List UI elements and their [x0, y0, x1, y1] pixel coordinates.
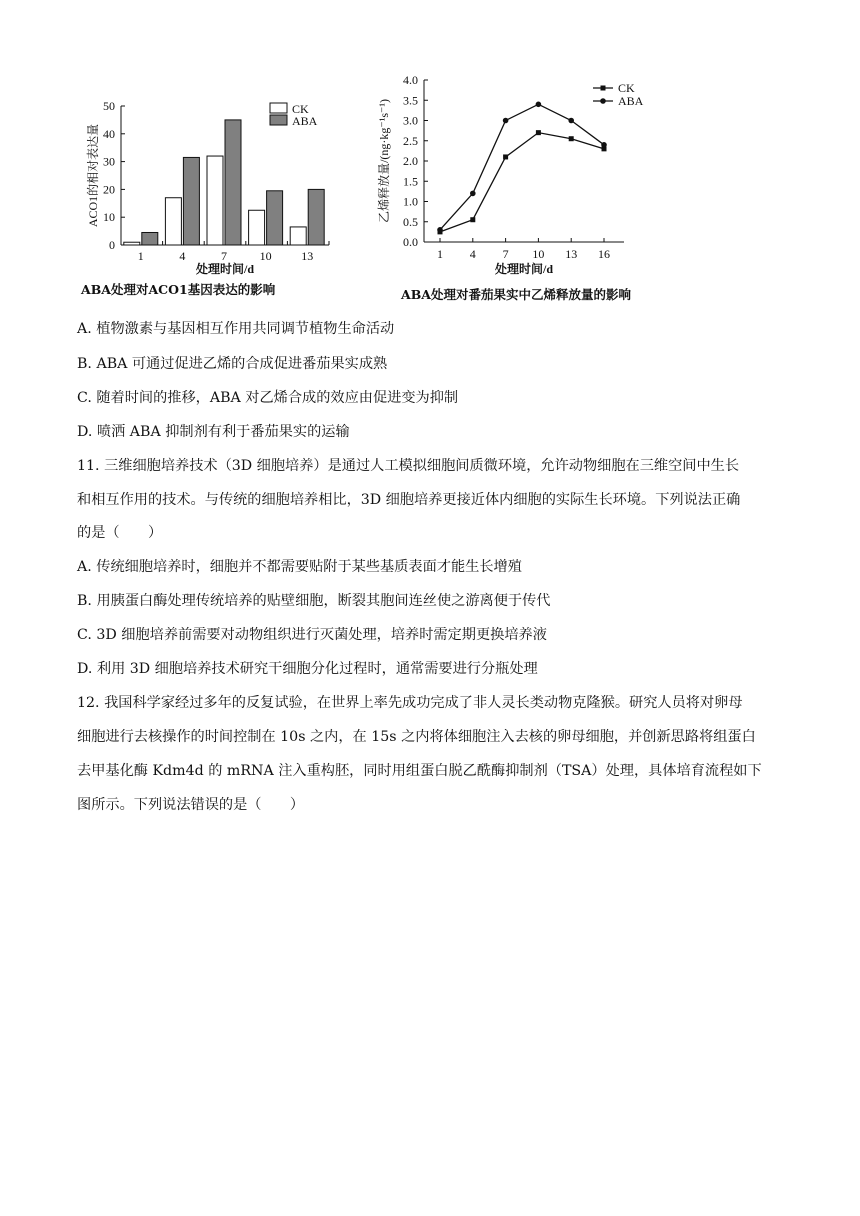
bar-y-axis-label: ACO1的相对表达量: [86, 123, 100, 228]
bar-aba-4: [183, 157, 199, 245]
point-aba-16: [601, 142, 607, 148]
legend-marker-ck: [601, 86, 606, 91]
point-ck-7: [503, 154, 508, 159]
line-y-tick-label: 0.0: [403, 235, 418, 249]
bar-x-tick-label: 13: [301, 249, 314, 263]
bar-x-tick-label: 1: [137, 249, 144, 263]
bar-y-tick-label: 0: [109, 238, 115, 252]
line-y-tick-label: 3.0: [403, 113, 418, 128]
q11-stem-line-2: 和相互作用的技术。与传统的细胞培养相比，3D 细胞培养更接近体内细胞的实际生长环境。下列说法正确: [77, 492, 741, 508]
bar-aba-10: [267, 191, 283, 245]
point-ck-10: [536, 130, 541, 135]
bar-y-tick-label: 10: [103, 210, 115, 225]
bar-ck-13: [290, 227, 306, 245]
bar-ck-7: [207, 156, 223, 245]
line-x-tick-label: 10: [532, 247, 545, 261]
bar-y-tick-label: 20: [103, 182, 115, 197]
point-aba-13: [568, 118, 574, 124]
bar-y-tick-label: 40: [103, 126, 115, 141]
line-y-tick-label: 4.0: [403, 73, 418, 87]
q12-stem-line-3: 去甲基化酶 Kdm4d 的 mRNA 注入重构胚，同时用组蛋白脱乙酰酶抑制剂（TSA）处理，具体培育流程如下: [77, 763, 762, 779]
line-x-tick-label: 16: [598, 247, 610, 261]
bar-x-tick-label: 7: [221, 249, 227, 263]
bar-aba-1: [142, 232, 158, 245]
line-x-tick-label: 13: [565, 247, 578, 261]
aco1-bar-chart-svg: [70, 98, 350, 276]
point-ck-13: [569, 136, 574, 141]
line-x-tick-label: 7: [502, 247, 509, 261]
q12-stem-line-4: 图所示。下列说法错误的是（ ）: [77, 797, 305, 813]
bar-aba-13: [308, 189, 324, 245]
series-line-ck: [440, 133, 604, 232]
bar-chart-caption: ABA处理对ACO1基因表达的影响: [81, 282, 276, 297]
bar-y-tick-label: 30: [103, 154, 115, 169]
line-x-axis-label: 处理时间/d: [494, 262, 554, 276]
legend-label-aba: ABA: [292, 114, 318, 128]
bar-aba-7: [225, 120, 241, 245]
bar-ck-10: [249, 210, 265, 245]
line-chart-caption: ABA处理对番茄果实中乙烯释放量的影响: [401, 287, 631, 302]
q12-stem-line-1: 12. 我国科学家经过多年的反复试验，在世界上率先成功完成了非人灵长类动物克隆猴。研究人员将对卵母: [77, 695, 743, 711]
line-x-tick-label: 1: [437, 247, 443, 261]
point-aba-1: [437, 227, 443, 233]
q11-option-d: D. 利用 3D 细胞培养技术研究干细胞分化过程时，通常需要进行分瓶处理: [77, 661, 538, 677]
bar-y-tick-label: 50: [103, 99, 115, 113]
line-y-tick-label: 1.0: [403, 194, 418, 209]
legend-swatch-aba: [270, 115, 287, 125]
legend-label-aba: ABA: [618, 94, 644, 108]
point-ck-4: [470, 217, 475, 222]
ethylene-line-chart: [375, 72, 665, 284]
q11-option-c: C. 3D 细胞培养前需要对动物组织进行灭菌处理，培养时需定期更换培养液: [77, 627, 547, 643]
line-y-tick-label: 1.5: [403, 174, 418, 189]
line-y-tick-label: 2.5: [403, 133, 418, 148]
line-x-tick-label: 4: [469, 247, 476, 261]
bar-x-tick-label: 10: [259, 249, 272, 263]
q10-option-a: A. 植物激素与基因相互作用共同调节植物生命活动: [77, 321, 395, 337]
bar-x-tick-label: 4: [179, 249, 186, 263]
q11-stem-line-3: 的是（ ）: [77, 525, 163, 541]
series-line-aba: [440, 104, 604, 230]
bar-ck-4: [165, 198, 181, 245]
aco1-bar-chart: [70, 98, 350, 276]
bar-x-axis-label: 处理时间/d: [195, 262, 255, 276]
line-y-tick-label: 3.5: [403, 93, 418, 108]
line-y-tick-label: 0.5: [403, 214, 418, 229]
line-y-tick-label: 2.0: [403, 154, 418, 168]
point-aba-7: [503, 118, 509, 124]
legend-marker-aba: [600, 98, 606, 104]
q12-stem-line-2: 细胞进行去核操作的时间控制在 10s 之内，在 15s 之内将体细胞注入去核的卵母细胞，并创新思路将组蛋白: [77, 729, 756, 745]
bar-ck-1: [124, 242, 140, 245]
q11-stem-line-1: 11. 三维细胞培养技术（3D 细胞培养）是通过人工模拟细胞间质微环境，允许动物细胞在三维空间中生长: [77, 458, 740, 474]
point-aba-4: [470, 191, 476, 197]
line-y-axis-label: 乙烯释放量/(ng·kg⁻¹s⁻¹): [377, 99, 391, 223]
legend-label-ck: CK: [292, 102, 309, 116]
q10-option-d: D. 喷洒 ABA 抑制剂有利于番茄果实的运输: [77, 424, 350, 440]
ethylene-line-chart-svg: [375, 72, 665, 284]
point-aba-10: [536, 102, 542, 108]
legend-label-ck: CK: [618, 81, 635, 95]
q10-option-c: C. 随着时间的推移，ABA 对乙烯合成的效应由促进变为抑制: [77, 390, 459, 406]
q11-option-a: A. 传统细胞培养时，细胞并不都需要贴附于某些基质表面才能生长增殖: [77, 559, 522, 575]
q10-option-b: B. ABA 可通过促进乙烯的合成促进番茄果实成熟: [77, 356, 388, 372]
q11-option-b: B. 用胰蛋白酶处理传统培养的贴壁细胞，断裂其胞间连丝使之游离便于传代: [77, 593, 551, 609]
legend-swatch-ck: [270, 103, 287, 113]
